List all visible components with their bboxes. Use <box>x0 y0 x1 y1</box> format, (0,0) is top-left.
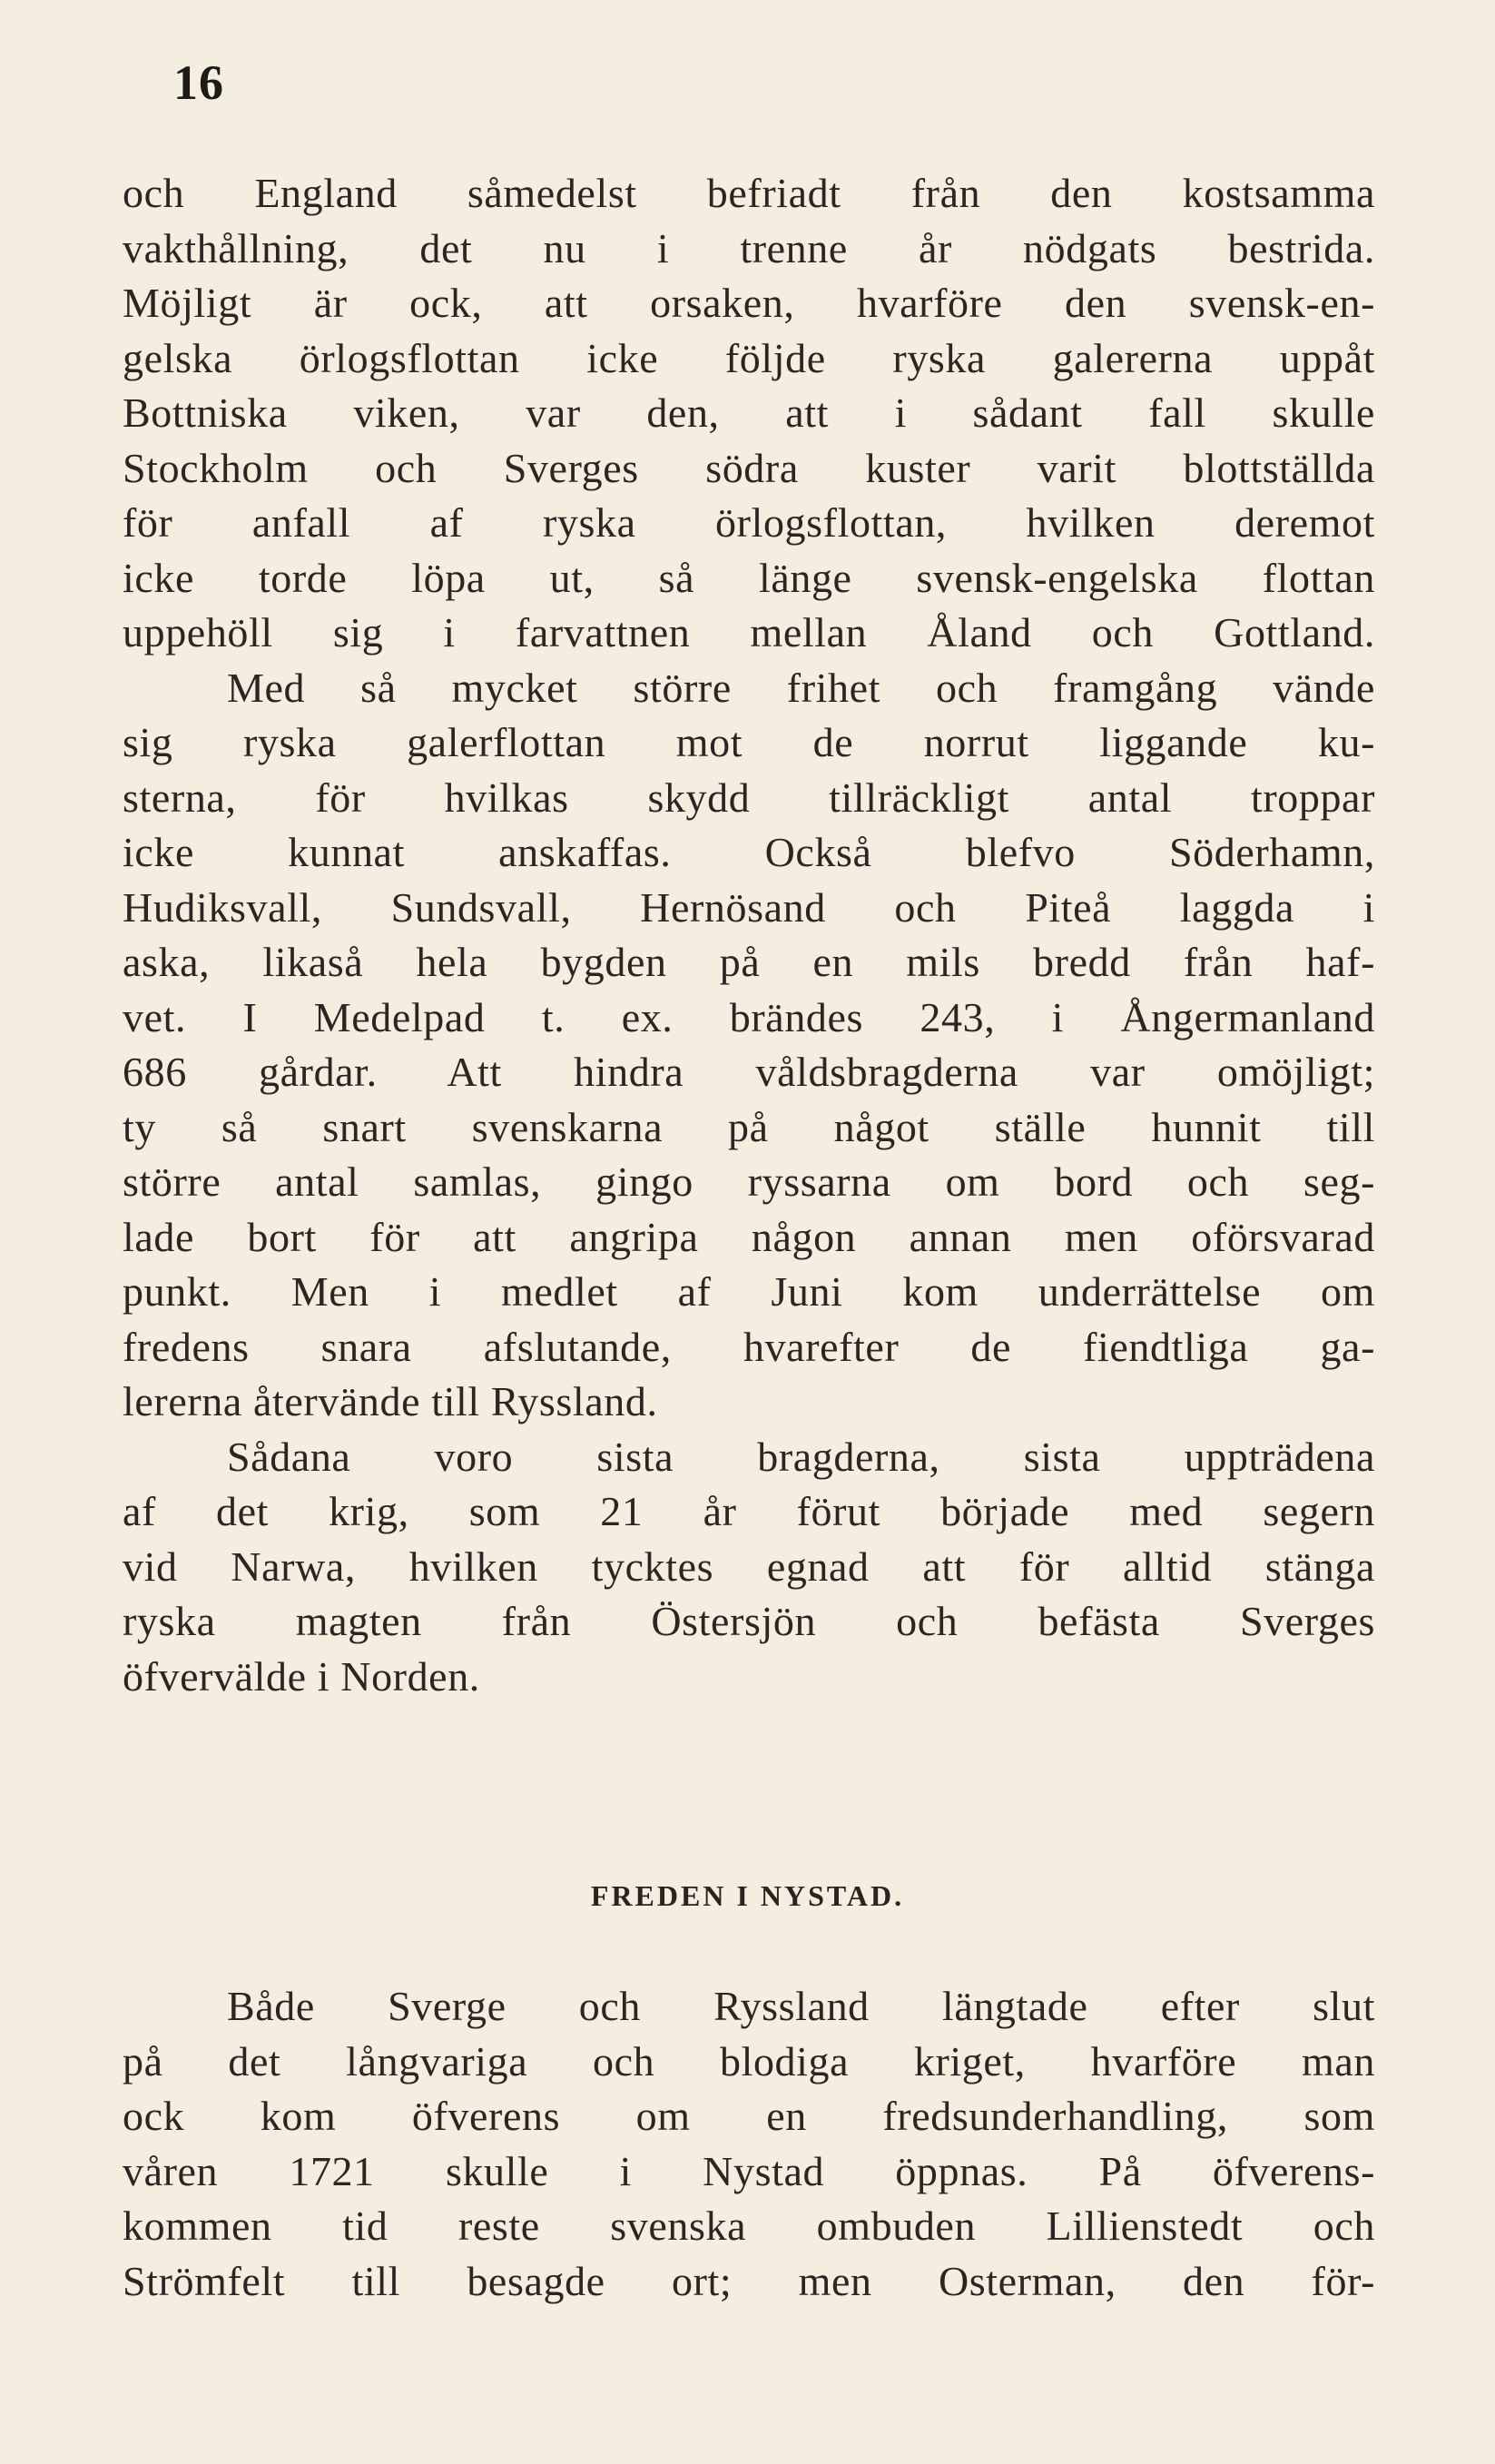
body-text-bottom <box>123 1979 1375 2309</box>
text-line: Stockholm och Sverges södra kuster varit blottställda <box>123 444 1375 491</box>
text-line: för anfall af ryska örlogsflottan, hvilken deremot <box>123 499 1375 546</box>
text-line: vakthållning, det nu i trenne år nödgats bestrida. <box>123 224 1375 271</box>
text-line: lererna återvände till Ryssland. <box>123 1378 658 1424</box>
text-line: icke kunnat anskaffas. Också blefvo Söderhamn, <box>123 829 1375 875</box>
text-line: öfvervälde i Norden. <box>123 1652 480 1700</box>
text-line: punkt. Men i medlet af Juni kom underrättelse om <box>123 1268 1375 1315</box>
text-line: Möjligt är ock, att orsaken, hvarföre den svensk-en- <box>123 280 1375 326</box>
text-line: ryska magten från Östersjön och befästa Sverges <box>123 1598 1375 1644</box>
text-line: Hudiksvall, Sundsvall, Hernösand och Piteå laggda i <box>123 883 1375 931</box>
text-line: Med så mycket större frihet och framgång vände <box>227 664 1375 711</box>
text-line: ock kom öfverens om en fredsunderhandling, som <box>123 2093 1375 2139</box>
text-line: vid Narwa, hvilken tycktes egnad att för alltid stänga <box>123 1542 1375 1590</box>
text-line: Sådana voro sista bragderna, sista uppträdena <box>227 1433 1375 1480</box>
text-line: 686 gårdar. Att hindra våldsbragderna var omöjligt; <box>123 1049 1375 1095</box>
text-line: Bottniska viken, var den, att i sådant fall skulle <box>123 389 1375 436</box>
text-line: kommen tid reste svenska ombuden Lillienstedt och <box>123 2203 1375 2249</box>
body-text-top <box>123 166 1375 1704</box>
text-line: ty så snart svenskarna på något ställe hunnit till <box>123 1103 1375 1150</box>
text-line: Både Sverge och Ryssland längtade efter slut <box>227 1983 1375 2029</box>
text-line: större antal samlas, gingo ryssarna om bord och seg- <box>123 1158 1375 1205</box>
text-line: gelska örlogsflottan icke följde ryska galererna uppåt <box>123 334 1375 381</box>
text-line: sig ryska galerflottan mot de norrut liggande ku- <box>123 719 1375 765</box>
text-line: aska, likaså hela bygden på en mils bredd från haf- <box>123 939 1375 985</box>
text-line: lade bort för att angripa någon annan men oförsvarad <box>123 1213 1375 1260</box>
text-line: vet. I Medelpad t. ex. brändes 243, i Ångermanland <box>123 993 1375 1040</box>
page-number: 16 <box>173 55 224 110</box>
text-line: och England såmedelst befriadt från den kostsamma <box>123 170 1375 216</box>
text-line: icke torde löpa ut, så länge svensk-engelska flottan <box>123 554 1375 601</box>
text-line: fredens snara afslutande, hvarefter de fiendtliga ga- <box>123 1323 1375 1370</box>
section-heading: FREDEN I NYSTAD. <box>590 1879 905 1912</box>
text-line: sterna, för hvilkas skydd tillräckligt antal troppar <box>123 774 1375 821</box>
text-line: uppehöll sig i farvattnen mellan Åland och Gottland. <box>123 609 1375 655</box>
text-line: af det krig, som 21 år förut började med segern <box>123 1488 1375 1534</box>
text-line: på det långvariga och blodiga kriget, hvarföre man <box>123 2037 1375 2085</box>
text-line: våren 1721 skulle i Nystad öppnas. På öfverens- <box>123 2147 1375 2194</box>
text-line: Strömfelt till besagde ort; men Osterman, den för- <box>123 2257 1375 2304</box>
